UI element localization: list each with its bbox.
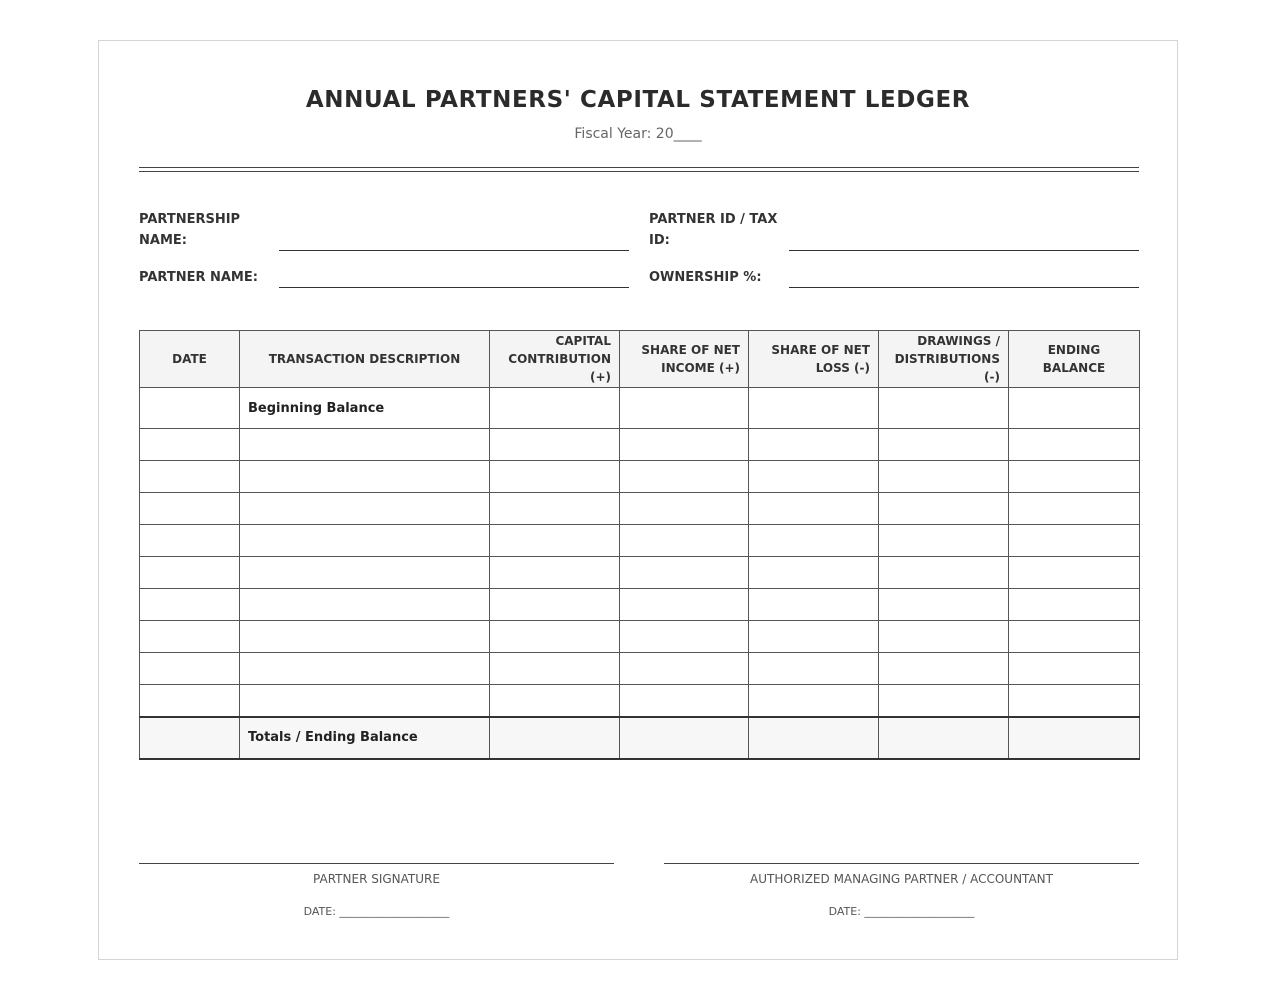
table-cell bbox=[140, 717, 240, 759]
partnership-name-field[interactable] bbox=[279, 250, 629, 251]
table-row bbox=[140, 589, 1140, 621]
table-cell[interactable] bbox=[240, 429, 490, 461]
table-cell[interactable] bbox=[620, 388, 749, 429]
table-cell[interactable] bbox=[749, 429, 879, 461]
authorized-signature-date[interactable]: DATE: ____________________ bbox=[828, 905, 975, 918]
table-cell[interactable] bbox=[1009, 493, 1140, 525]
table-cell[interactable] bbox=[490, 525, 620, 557]
table-cell[interactable] bbox=[879, 429, 1009, 461]
table-row bbox=[140, 685, 1140, 717]
table-cell[interactable] bbox=[749, 621, 879, 653]
table-cell[interactable] bbox=[879, 525, 1009, 557]
ownership-label: OWNERSHIP %: bbox=[649, 270, 762, 285]
table-cell[interactable] bbox=[879, 461, 1009, 493]
table-cell[interactable] bbox=[749, 557, 879, 589]
table-cell[interactable] bbox=[140, 461, 240, 493]
table-cell[interactable] bbox=[620, 685, 749, 717]
table-cell[interactable] bbox=[1009, 589, 1140, 621]
table-cell[interactable] bbox=[879, 388, 1009, 429]
table-cell[interactable] bbox=[240, 653, 490, 685]
table-cell[interactable] bbox=[140, 685, 240, 717]
table-cell[interactable] bbox=[1009, 388, 1140, 429]
table-cell[interactable] bbox=[1009, 525, 1140, 557]
table-cell[interactable] bbox=[140, 429, 240, 461]
beginning-balance-label: Beginning Balance bbox=[240, 388, 490, 429]
table-cell[interactable] bbox=[490, 653, 620, 685]
partner-signature-line[interactable] bbox=[139, 863, 614, 864]
table-cell[interactable] bbox=[240, 621, 490, 653]
table-row bbox=[140, 525, 1140, 557]
table-cell[interactable] bbox=[140, 525, 240, 557]
table-cell[interactable] bbox=[1009, 429, 1140, 461]
table-row bbox=[140, 621, 1140, 653]
table-cell[interactable] bbox=[240, 461, 490, 493]
partner-signature-label: PARTNER SIGNATURE bbox=[313, 872, 440, 886]
table-cell[interactable] bbox=[1009, 461, 1140, 493]
table-cell[interactable] bbox=[240, 685, 490, 717]
title-divider bbox=[139, 167, 1139, 172]
header-ending-balance: ENDING BALANCE bbox=[1009, 331, 1140, 388]
header-date: DATE bbox=[140, 331, 240, 388]
table-row bbox=[140, 557, 1140, 589]
table-row bbox=[140, 461, 1140, 493]
table-cell[interactable] bbox=[620, 493, 749, 525]
table-cell[interactable] bbox=[749, 685, 879, 717]
partnership-name-label: PARTNERSHIP NAME: bbox=[139, 212, 241, 248]
totals-row bbox=[140, 717, 1140, 759]
table-row bbox=[140, 653, 1140, 685]
table-cell[interactable] bbox=[620, 589, 749, 621]
table-cell[interactable] bbox=[749, 525, 879, 557]
table-cell[interactable] bbox=[490, 589, 620, 621]
table-cell[interactable] bbox=[620, 429, 749, 461]
table-cell[interactable] bbox=[140, 388, 240, 429]
table-row bbox=[140, 429, 1140, 461]
table-cell[interactable] bbox=[140, 557, 240, 589]
header-share-net-loss: SHARE OF NET LOSS (-) bbox=[749, 331, 879, 388]
table-cell[interactable] bbox=[749, 653, 879, 685]
table-cell[interactable] bbox=[490, 388, 620, 429]
partner-signature-date[interactable]: DATE: ____________________ bbox=[303, 905, 450, 918]
table-row bbox=[140, 493, 1140, 525]
table-cell[interactable] bbox=[620, 525, 749, 557]
table-cell[interactable] bbox=[140, 621, 240, 653]
table-cell[interactable] bbox=[620, 621, 749, 653]
table-cell[interactable] bbox=[490, 717, 620, 759]
ledger-sheet bbox=[98, 40, 1178, 960]
table-cell[interactable] bbox=[490, 557, 620, 589]
ownership-field[interactable] bbox=[789, 287, 1139, 288]
table-cell[interactable] bbox=[879, 621, 1009, 653]
partner-name-label: PARTNER NAME: bbox=[139, 270, 258, 285]
table-cell[interactable] bbox=[1009, 621, 1140, 653]
table-cell[interactable] bbox=[240, 589, 490, 621]
table-cell[interactable] bbox=[749, 589, 879, 621]
table-cell[interactable] bbox=[749, 388, 879, 429]
table-cell[interactable] bbox=[490, 621, 620, 653]
table-cell[interactable] bbox=[140, 589, 240, 621]
table-cell[interactable] bbox=[1009, 557, 1140, 589]
totals-label: Totals / Ending Balance bbox=[240, 717, 490, 759]
table-cell[interactable] bbox=[240, 525, 490, 557]
table-cell[interactable] bbox=[490, 685, 620, 717]
table-cell[interactable] bbox=[1009, 717, 1140, 759]
table-cell[interactable] bbox=[140, 493, 240, 525]
capital-ledger-table bbox=[139, 330, 1140, 760]
authorized-signature-label: AUTHORIZED MANAGING PARTNER / ACCOUNTANT bbox=[750, 872, 1053, 886]
table-cell[interactable] bbox=[749, 717, 879, 759]
table-cell[interactable] bbox=[879, 589, 1009, 621]
header-share-net-income: SHARE OF NET INCOME (+) bbox=[620, 331, 749, 388]
authorized-signature-line[interactable] bbox=[664, 863, 1139, 864]
table-cell[interactable] bbox=[140, 653, 240, 685]
partner-name-field[interactable] bbox=[279, 287, 629, 288]
partner-id-field[interactable] bbox=[789, 250, 1139, 251]
header-capital-contribution: CAPITAL CONTRIBUTION (+) bbox=[490, 331, 620, 388]
table-cell[interactable] bbox=[620, 717, 749, 759]
table-cell[interactable] bbox=[620, 653, 749, 685]
table-cell[interactable] bbox=[490, 493, 620, 525]
table-cell[interactable] bbox=[240, 557, 490, 589]
table-cell[interactable] bbox=[240, 493, 490, 525]
table-cell[interactable] bbox=[879, 717, 1009, 759]
fiscal-year-subtitle: Fiscal Year: 20____ bbox=[574, 126, 702, 142]
table-cell[interactable] bbox=[879, 557, 1009, 589]
table-cell[interactable] bbox=[879, 493, 1009, 525]
table-header-row bbox=[140, 331, 1140, 388]
header-drawings-distributions: DRAWINGS / DISTRIBUTIONS (-) bbox=[879, 331, 1009, 388]
table-cell[interactable] bbox=[490, 429, 620, 461]
table-cell[interactable] bbox=[620, 557, 749, 589]
partner-id-label: PARTNER ID / TAX ID: bbox=[649, 212, 778, 248]
beginning-balance-row bbox=[140, 388, 1140, 429]
table-cell[interactable] bbox=[879, 653, 1009, 685]
document-title: ANNUAL PARTNERS' CAPITAL STATEMENT LEDGER bbox=[305, 87, 971, 113]
header-transaction-description: TRANSACTION DESCRIPTION bbox=[240, 331, 490, 388]
table-cell[interactable] bbox=[749, 493, 879, 525]
table-cell[interactable] bbox=[1009, 653, 1140, 685]
table-cell[interactable] bbox=[1009, 685, 1140, 717]
table-cell[interactable] bbox=[879, 685, 1009, 717]
table-cell[interactable] bbox=[490, 461, 620, 493]
table-cell[interactable] bbox=[620, 461, 749, 493]
table-cell[interactable] bbox=[749, 461, 879, 493]
